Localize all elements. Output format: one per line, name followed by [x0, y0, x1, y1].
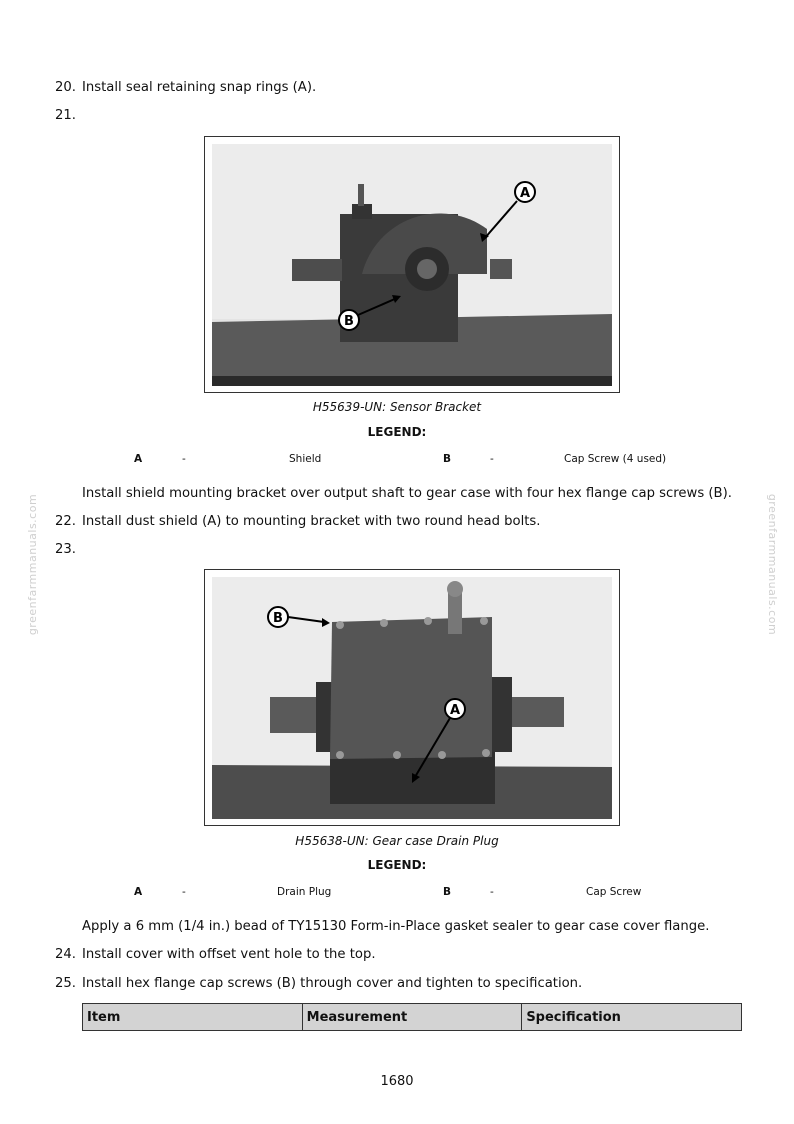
instruction-paragraph: Install shield mounting bracket over output shaft to gear case with four hex flange cap screws (B).	[82, 486, 732, 501]
callout-b-label: B	[344, 314, 354, 329]
step-25	[55, 976, 582, 991]
legend-title: LEGEND:	[367, 425, 427, 439]
sensor-bracket-photo	[212, 144, 612, 386]
legend-key-a: A	[134, 453, 143, 465]
legend-dash: -	[182, 886, 186, 898]
drain-plug-photo	[212, 577, 612, 819]
legend-dash: -	[182, 453, 186, 465]
callout-a-label: A	[519, 186, 531, 201]
figure-sensor-bracket	[204, 136, 620, 393]
legend-title: LEGEND:	[367, 858, 427, 872]
step-number: 22.	[55, 514, 76, 529]
legend-label-cap-screw: Cap Screw	[586, 886, 642, 898]
watermark-left: greenfarmmanuals.com	[26, 493, 40, 636]
column-header-specification: Specification	[522, 1004, 742, 1031]
step-22	[55, 514, 541, 529]
step-21	[55, 108, 82, 123]
legend-dash: -	[490, 886, 494, 898]
callout-a-label: A	[449, 703, 461, 718]
legend-label-shield: Shield	[289, 453, 322, 465]
legend-key-b: B	[443, 886, 452, 898]
step-number: 25.	[55, 976, 76, 991]
step-number: 24.	[55, 947, 76, 962]
specification-table	[82, 1003, 742, 1031]
table-header-row	[83, 1004, 742, 1031]
step-24	[55, 947, 376, 962]
step-number: 20.	[55, 80, 76, 95]
step-text: Install seal retaining snap rings (A).	[82, 80, 317, 95]
callout-b-label: B	[273, 611, 283, 626]
instruction-paragraph: Apply a 6 mm (1/4 in.) bead of TY15130 Form-in-Place gasket sealer to gear case cover flange.	[82, 919, 710, 934]
legend-key-a: A	[134, 886, 143, 898]
figure-drain-plug	[204, 569, 620, 826]
step-number: 23.	[55, 542, 76, 557]
step-text: Install cover with offset vent hole to the top.	[82, 947, 376, 962]
column-header-measurement: Measurement	[302, 1004, 522, 1031]
legend-dash: -	[490, 453, 494, 465]
watermark-right: greenfarmmanuals.com	[766, 493, 780, 636]
column-header-item: Item	[83, 1004, 303, 1031]
step-text: Install hex flange cap screws (B) through cover and tighten to specification.	[82, 976, 583, 991]
step-20	[55, 80, 316, 95]
legend-label-cap-screw: Cap Screw (4 used)	[564, 453, 667, 465]
page-number: 1680	[380, 1074, 414, 1089]
step-number: 21.	[55, 108, 76, 123]
figure-caption: H55638-UN: Gear case Drain Plug	[295, 834, 499, 848]
legend-key-b: B	[443, 453, 452, 465]
step-text: Install dust shield (A) to mounting bracket with two round head bolts.	[82, 514, 541, 529]
step-23	[55, 542, 82, 557]
legend-label-drain-plug: Drain Plug	[277, 886, 332, 898]
figure-caption: H55639-UN: Sensor Bracket	[312, 400, 482, 414]
